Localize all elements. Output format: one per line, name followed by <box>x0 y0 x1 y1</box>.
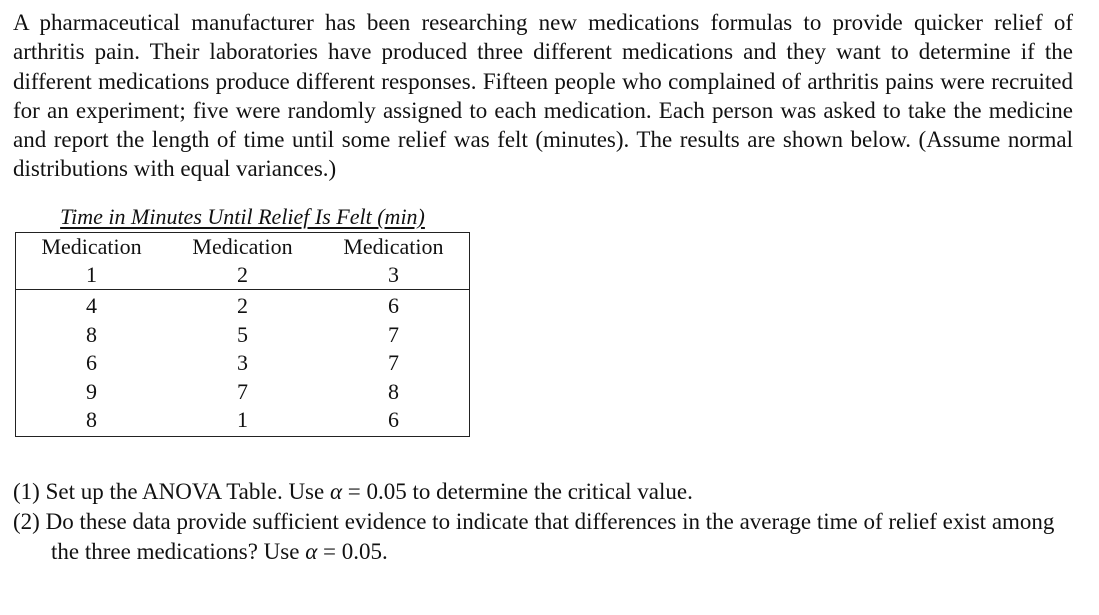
alpha-symbol: α <box>305 539 318 564</box>
table-cell: 6 <box>387 407 399 433</box>
table-cell: 7 <box>236 378 248 404</box>
table-row <box>16 378 470 407</box>
header-medication-3-label: Medication <box>343 234 444 259</box>
table-cell: 5 <box>236 321 248 347</box>
header-medication-2-number: 2 <box>167 261 318 290</box>
table-row <box>16 349 470 378</box>
header-medication-1-number: 1 <box>16 261 168 290</box>
table-cell: 8 <box>86 407 98 433</box>
relief-time-table <box>15 232 470 437</box>
table-cell: 8 <box>86 321 98 347</box>
problem-intro: A pharmaceutical manufacturer has been researching new medications formulas to provide quicker relief of arthritis pain. Their laboratories have produced three different medications and they want to determine if the different medications produce different responses. Fifteen people who complained of arthritis pains were recruited for an experiment; five were randomly assigned to each medication. Each person was asked to take the medicine and report the length of time until some relief was felt (minutes). The results are shown below. (Assume normal distributions with equal variances.) <box>13 10 1073 182</box>
header-medication-1-label: Medication <box>41 234 142 259</box>
table-row <box>16 290 470 321</box>
table-caption: Time in Minutes Until Relief Is Felt (min) <box>60 204 425 229</box>
question-2 <box>13 507 1078 567</box>
questions-list <box>13 477 1078 567</box>
table-cell: 7 <box>387 350 399 376</box>
table-cell: 1 <box>236 407 248 433</box>
question-1 <box>13 477 1078 507</box>
question-text: Set up the ANOVA Table. Use <box>45 479 330 504</box>
header-medication-2-label: Medication <box>192 234 293 259</box>
table-cell: 4 <box>86 293 98 318</box>
table-cell: 9 <box>86 378 98 404</box>
table-header-row-1 <box>16 233 470 262</box>
alpha-symbol: α <box>329 479 343 504</box>
question-text: = 0.05. <box>317 539 388 564</box>
table-cell: 8 <box>387 378 399 404</box>
table-cell: 2 <box>236 293 248 318</box>
table-header-row-2 <box>16 261 470 290</box>
table-cell: 3 <box>236 350 248 376</box>
table-cell: 6 <box>86 350 98 376</box>
question-number: (1) <box>13 479 40 504</box>
table-cell: 6 <box>387 293 399 318</box>
table-row <box>16 406 470 436</box>
table-cell: 7 <box>387 321 399 347</box>
question-text: = 0.05 to determine the critical value. <box>342 479 693 504</box>
question-number: (2) <box>13 509 40 534</box>
table-row <box>16 321 470 350</box>
header-medication-3-number: 3 <box>318 261 470 290</box>
question-text: Do these data provide sufficient evidence to indicate that differences in the average time of relief exist among the three medications? Use <box>45 509 1055 564</box>
